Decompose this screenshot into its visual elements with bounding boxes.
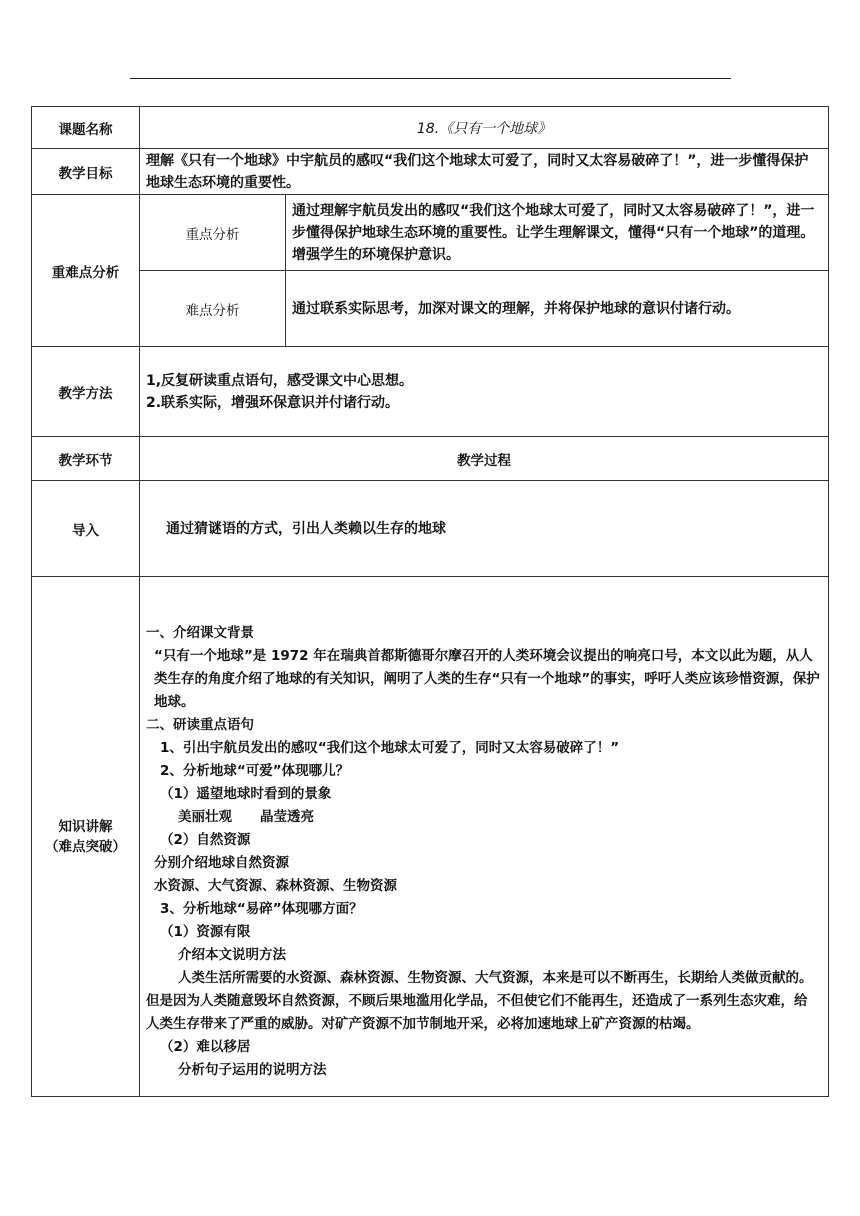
goal-row — [32, 149, 829, 195]
list-item — [146, 806, 820, 829]
stage-header-row — [32, 437, 829, 481]
intro-text: 通过猜谜语的方式，引出人类赖以生存的地球 — [140, 481, 829, 577]
paragraph: 人类生活所需要的水资源、森林资源、生物资源、大气资源，本来是可以不断再生，长期给人类做贡献的。但是因为人类随意毁坏自然资源，不顾后果地滥用化学品，不但使它们不能再生，还造成了一系列生态灾难，给人类生存带来了严重的威胁。对矿产资源不加节制地开采，必将加速地球上矿产资源的枯竭。 — [146, 970, 813, 1032]
list-item: （2）自然资源 — [160, 832, 251, 848]
key-text: 通过理解宇航员发出的感叹“我们这个地球太可爱了，同时又太容易破碎了！”，进一步懂得保护地球生态环境的重要性。让学生理解课文，懂得“只有一个地球”的道理。增强学生的环境保护意识。 — [286, 195, 829, 271]
list-item: （1）遥望地球时看到的景象 — [160, 786, 332, 802]
list-item: 3、分析地球“易碎”体现哪方面？ — [160, 901, 363, 917]
knowledge-label-line1: 知识讲解 — [58, 818, 113, 835]
difficulty-label: 难点分析 — [140, 271, 286, 347]
process-label: 教学过程 — [140, 437, 829, 481]
list-item: 分析句子运用的说明方法 — [178, 1062, 327, 1078]
knowledge-label — [32, 577, 140, 1097]
goal-label: 教学目标 — [32, 149, 140, 195]
method-item: 2.联系实际，增强环保意识并付诸行动。 — [146, 394, 400, 411]
section-heading: 一、介绍课文背景 — [146, 625, 254, 641]
list-item: 分别介绍地球自然资源 — [154, 855, 289, 871]
knowledge-content — [140, 577, 829, 1097]
knowledge-label-line2: （难点突破） — [45, 838, 126, 855]
phrase: 晶莹透亮 — [260, 809, 314, 825]
topic-row — [32, 107, 829, 149]
topic-label: 课题名称 — [32, 107, 140, 149]
list-item: 水资源、大气资源、森林资源、生物资源 — [154, 878, 397, 894]
goal-text: 理解《只有一个地球》中宇航员的感叹“我们这个地球太可爱了，同时又太容易破碎了！”，进一步懂得保护地球生态环境的重要性。 — [140, 149, 829, 195]
list-item: （2）难以移居 — [160, 1039, 251, 1055]
key-row — [32, 195, 829, 271]
difficulty-row — [32, 271, 829, 347]
analysis-label: 重难点分析 — [32, 195, 140, 347]
list-item: 介绍本文说明方法 — [178, 947, 286, 963]
knowledge-row — [32, 577, 829, 1097]
lesson-plan-table — [31, 106, 829, 1097]
intro-row — [32, 481, 829, 577]
list-item: 1、引出宇航员发出的感叹“我们这个地球太可爱了，同时又太容易破碎了！” — [160, 740, 620, 756]
list-item: 2、分析地球“可爱”体现哪儿？ — [160, 763, 350, 779]
method-row — [32, 347, 829, 437]
intro-label: 导入 — [32, 481, 140, 577]
list-item: （1）资源有限 — [160, 924, 251, 940]
paragraph: “只有一个地球”是 1972 年在瑞典首都斯德哥尔摩召开的人类环境会议提出的响亮口号，本文以此为题，从人类生存的角度介绍了地球的有关知识，阐明了人类的生存“只有一个地球”的事实，呼吁人类应该珍惜资源，保护地球。 — [154, 648, 820, 710]
difficulty-text: 通过联系实际思考，加深对课文的理解，并将保护地球的意识付诸行动。 — [286, 271, 829, 347]
method-label: 教学方法 — [32, 347, 140, 437]
stage-label: 教学环节 — [32, 437, 140, 481]
section-heading: 二、研读重点语句 — [146, 717, 254, 733]
key-label: 重点分析 — [140, 195, 286, 271]
method-item: 1,反复研读重点语句，感受课文中心思想。 — [146, 372, 414, 389]
topic-value: 18.《只有一个地球》 — [140, 107, 829, 149]
method-list — [140, 347, 829, 437]
header-rule — [130, 78, 731, 79]
phrase: 美丽壮观 — [178, 809, 232, 825]
